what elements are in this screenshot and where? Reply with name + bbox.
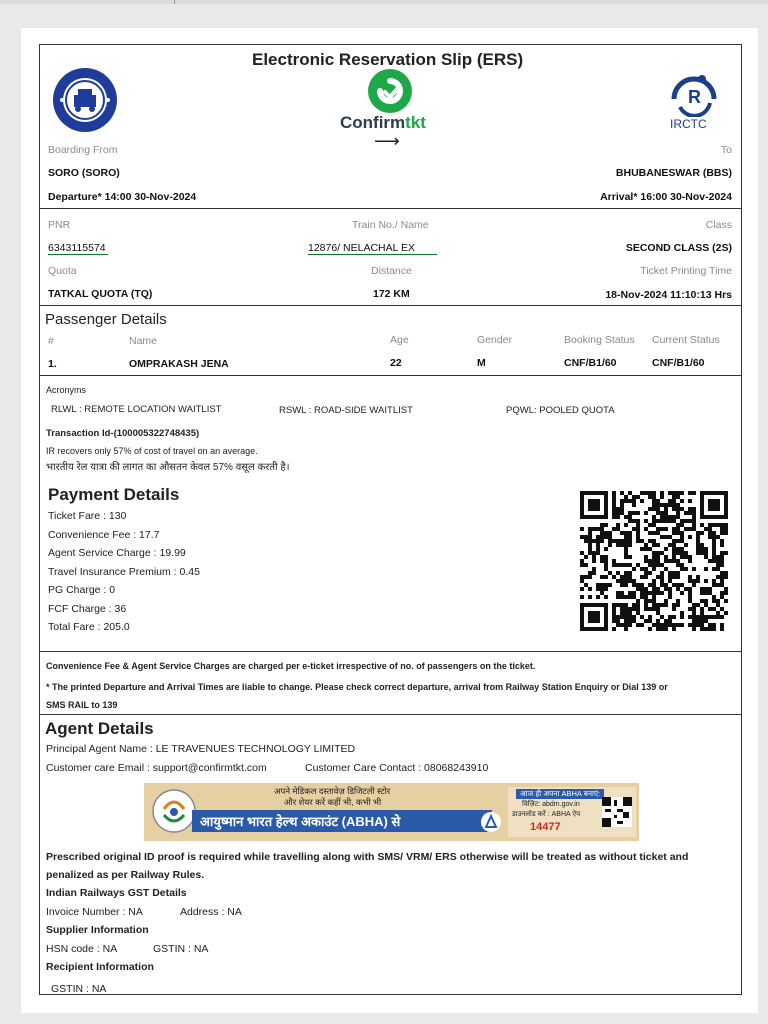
print-time-value: 18-Nov-2024 11:10:13 Hrs [605,289,732,301]
acronym-rswl: RSWL : ROAD-SIDE WAITLIST [279,405,413,416]
ers-slip [39,44,742,995]
irctc-wordmark: IRCTC [670,117,707,131]
col-age: Age [390,334,409,346]
class-label: Class [705,219,732,231]
acronyms-heading: Acronyms [46,385,87,395]
col-current-status: Current Status [652,334,720,346]
col-booking-status: Booking Status [564,334,635,346]
col-name: Name [129,335,158,347]
abha-visit: विज़िट: abdm.gov.in [522,801,580,808]
convenience-fee-note: Convenience Fee & Agent Service Charges are charged per e-ticket irrespective of no. of passengers on the ticket. [46,661,536,671]
customer-care-email: Customer care Email : support@confirmtkt.com [46,762,267,774]
divider [40,714,741,715]
train-label: Train No./ Name [352,219,429,231]
top-strip-tick [174,0,175,4]
quota-value: TATKAL QUOTA (TQ) [48,288,153,300]
distance-label: Distance [371,265,412,277]
journey-arrow-icon: ⟶ [374,131,400,151]
passenger-name: OMPRAKASH JENA [129,358,229,370]
confirmtkt-wordmark [340,113,426,133]
supplier-information-heading: Supplier Information [46,924,149,936]
arrival-time: Arrival* 16:00 30-Nov-2024 [600,191,732,203]
payment-ticket-fare: Ticket Fare : 130 [48,510,127,522]
abha-qr-code-icon [602,797,632,827]
ers-title: Electronic Reservation Slip (ERS) [252,50,524,69]
confirmtkt-wordmark-right: tkt [405,113,426,132]
confirmtkt-wordmark-left: Confirm [340,113,406,132]
passenger-gender: M [477,357,486,369]
abha-download: डाउनलोड करें : ABHA ऐप [512,811,581,818]
from-station: SORO (SORO) [48,167,120,179]
hsn-code: HSN code : NA [46,943,118,955]
irctc-logo-icon [666,69,722,117]
timing-note-line2: SMS RAIL to 139 [46,700,118,710]
payment-travel-insurance: Travel Insurance Premium : 0.45 [48,566,200,578]
pnr-value: 6343115574 [48,242,106,254]
col-num: # [48,335,54,347]
ayushman-bharat-emblem-icon [150,787,198,837]
cost-recovery-english: IR recovers only 57% of cost of travel on an average. [46,446,258,456]
passenger-booking-status: CNF/B1/60 [564,357,617,369]
recipient-information-heading: Recipient Information [46,961,154,973]
ticket-qr-code-icon [580,491,728,631]
passenger-num: 1. [48,358,57,370]
divider [40,208,741,209]
class-value: SECOND CLASS (2S) [625,242,732,254]
divider [40,375,741,376]
payment-total-fare: Total Fare : 205.0 [48,621,130,633]
gst-details-heading: Indian Railways GST Details [46,887,187,899]
passenger-age: 22 [390,357,402,369]
timing-note-line1: * The printed Departure and Arrival Times are liable to change. Please check correct departure, arrival from Railway Station Enquiry or Dial 139 or [46,682,668,692]
invoice-number: Invoice Number : NA [46,906,143,918]
supplier-gstin: GSTIN : NA [153,943,209,955]
abha-logo-icon [480,811,502,833]
to-label: To [720,144,732,156]
top-strip [0,0,768,4]
agent-details-heading: Agent Details [45,719,154,738]
col-gender: Gender [477,334,513,346]
passenger-current-status: CNF/B1/60 [652,357,705,369]
abha-create-today: आज ही अपना ABHA बनाएं: [516,789,604,799]
principal-agent-name: Principal Agent Name : LE TRAVENUES TECHNOLOGY LIMITED [46,743,356,755]
abha-line1: अपने मेडिकल दस्तावेज़ डिजिटली स्टोर [274,786,391,796]
cost-recovery-hindi: भारतीय रेल यात्रा की लागत का औसतन केवल 57% वसूल करती है। [46,462,290,473]
boarding-from-label: Boarding From [48,144,118,156]
payment-agent-service-charge: Agent Service Charge : 19.99 [48,547,186,559]
train-value: 12876/ NELACHAL EX [308,242,437,255]
abha-line2: और शेयर करें कहीं भी, कभी भी [284,797,382,807]
confirmtkt-logo-icon [366,67,414,115]
abha-main-text: आयुष्मान भारत हेल्थ अकाउंट (ABHA) से [200,814,401,829]
payment-convenience-fee: Convenience Fee : 17.7 [48,529,160,541]
distance-value: 172 KM [373,288,410,300]
abha-banner[interactable] [144,783,639,841]
payment-details-heading: Payment Details [48,485,180,504]
payment-pg-charge: PG Charge : 0 [48,584,116,596]
acronym-rlwl: RLWL : REMOTE LOCATION WAITLIST [51,404,222,415]
print-time-label: Ticket Printing Time [640,265,732,277]
svg-text:R: R [688,87,701,107]
quota-label: Quota [48,265,77,277]
id-proof-note-line2: penalized as per Railway Rules. [46,869,205,881]
recipient-gstin: GSTIN : NA [51,983,107,995]
divider [40,651,741,652]
customer-care-contact: Customer Care Contact : 08068243910 [305,762,489,774]
id-proof-note-line1: Prescribed original ID proof is required while travelling along with SMS/ VRM/ ERS otherwise will be treated as without ticket and [46,851,689,863]
pnr-label: PNR [48,219,71,231]
transaction-id: Transaction Id-(100005322748435) [46,428,200,439]
indian-railways-logo-icon [52,67,118,133]
passenger-details-heading: Passenger Details [45,311,167,328]
supplier-address: Address : NA [180,906,242,918]
to-station: BHUBANESWAR (BBS) [615,167,732,179]
acronym-pqwl: PQWL: POOLED QUOTA [506,405,615,416]
payment-fcf-charge: FCF Charge : 36 [48,603,127,615]
divider [40,305,741,306]
departure-time: Departure* 14:00 30-Nov-2024 [48,191,197,203]
abha-phone: 14477 [530,821,561,833]
